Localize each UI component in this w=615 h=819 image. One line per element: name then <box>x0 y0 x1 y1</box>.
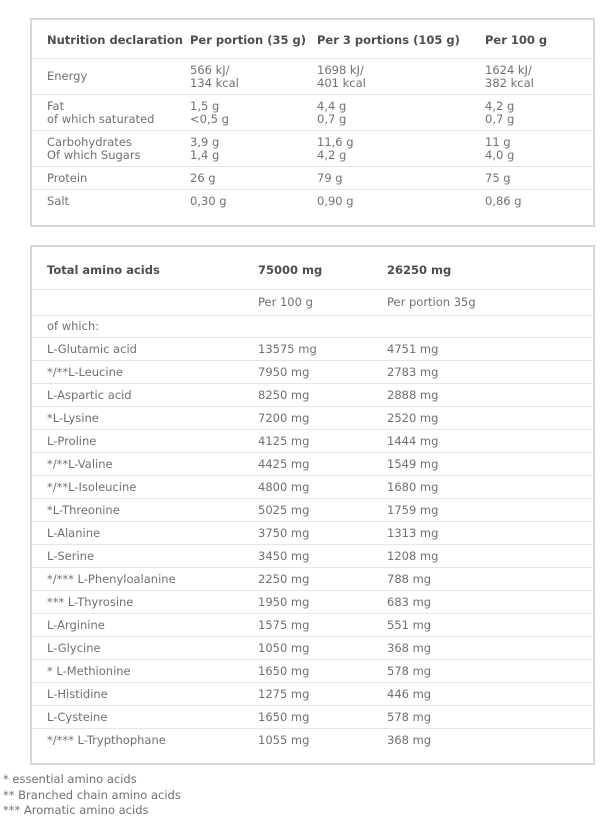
table-row-energy <box>32 59 593 95</box>
fat-per-portion <box>190 95 317 131</box>
amino-acid-row <box>32 637 593 660</box>
amino-acid-row <box>32 706 593 729</box>
row-label-protein: Protein <box>32 167 190 190</box>
amino-acid-row <box>32 407 593 430</box>
col-header-per-3-portions: Per 3 portions (105 g) <box>317 20 485 59</box>
energy-per-3-portions <box>317 59 485 95</box>
amino-acid-name: *L-Lysine <box>32 407 258 430</box>
footnote-aromatic: *** Aromatic amino acids <box>3 803 149 817</box>
salt-per-portion: 0,30 g <box>190 194 227 208</box>
amino-acid-per-portion: 578 mg <box>387 706 593 729</box>
row-label-energy <box>32 59 190 95</box>
amino-acid-name: * L-Methionine <box>32 660 258 683</box>
value-line: 11,6 g <box>317 135 354 149</box>
protein-per-3-portions: 79 g <box>317 167 485 190</box>
carbohydrates-per-portion <box>190 131 317 167</box>
amino-acid-name: */**L-Isoleucine <box>32 476 258 499</box>
amino-acid-name: L-Serine <box>32 545 258 568</box>
protein-per-portion: 26 g <box>190 167 317 190</box>
amino-acid-per-100g: 5025 mg <box>258 499 387 522</box>
protein-per-100g: 75 g <box>485 167 593 190</box>
amino-acid-row <box>32 683 593 706</box>
footnote-branched-chain: ** Branched chain amino acids <box>3 787 181 802</box>
amino-acid-name: L-Cysteine <box>32 706 258 729</box>
energy-per-portion <box>190 59 317 95</box>
value-line: 1624 kJ/ <box>485 63 532 77</box>
table-row-fat <box>32 95 593 131</box>
amino-acid-row <box>32 453 593 476</box>
table-row-carbohydrates <box>32 131 593 167</box>
amino-acid-row <box>32 430 593 453</box>
amino-acid-name: L-Glutamic acid <box>32 338 258 361</box>
amino-acid-row <box>32 338 593 361</box>
subheader-per-portion: Per portion 35g <box>387 290 593 316</box>
amino-acid-name: L-Arginine <box>32 614 258 637</box>
amino-total-row <box>32 247 593 290</box>
total-per-100g-value: 75000 mg <box>258 247 387 290</box>
amino-acid-row <box>32 660 593 683</box>
amino-acid-name: */*** L-Trypthophane <box>47 733 166 747</box>
amino-acid-per-portion: 446 mg <box>387 683 593 706</box>
nutrition-declaration-table <box>32 20 593 225</box>
row-label-salt: Salt <box>47 194 70 208</box>
amino-acid-per-100g: 4800 mg <box>258 476 387 499</box>
value-line: 4,4 g <box>317 99 347 113</box>
value-line: <0,5 g <box>190 111 229 126</box>
amino-acid-per-100g: 1050 mg <box>258 637 387 660</box>
value-line: 4,2 g <box>317 147 347 162</box>
of-which-row <box>32 316 593 338</box>
value-line: 4,0 g <box>485 147 515 162</box>
amino-acid-per-portion: 1549 mg <box>387 453 593 476</box>
amino-acid-name: L-Glycine <box>32 637 258 660</box>
amino-acid-per-portion: 1759 mg <box>387 499 593 522</box>
amino-acid-per-100g: 7200 mg <box>258 407 387 430</box>
amino-acids-rows <box>32 338 593 764</box>
value-line: 0,7 g <box>485 111 515 126</box>
label-line: Energy <box>47 69 88 84</box>
amino-acid-per-portion: 683 mg <box>387 591 593 614</box>
value-line: 11 g <box>485 135 511 149</box>
amino-acid-per-100g: 1650 mg <box>258 660 387 683</box>
amino-acid-row <box>32 568 593 591</box>
amino-acid-row <box>32 499 593 522</box>
carbohydrates-per-100g <box>485 131 593 167</box>
amino-acid-per-portion: 2783 mg <box>387 361 593 384</box>
amino-acid-row <box>32 545 593 568</box>
col-header-per-100g: Per 100 g <box>485 20 593 59</box>
amino-acid-row <box>32 361 593 384</box>
amino-acid-per-100g: 1275 mg <box>258 683 387 706</box>
amino-acid-row <box>32 729 593 764</box>
salt-per-3-portions: 0,90 g <box>317 194 354 208</box>
amino-acid-per-100g: 1055 mg <box>258 733 310 747</box>
subheader-empty-cell <box>32 290 258 316</box>
nutrition-declaration-panel <box>30 18 595 227</box>
table-row-protein <box>32 167 593 190</box>
amino-acid-per-100g: 1950 mg <box>258 591 387 614</box>
amino-acids-panel <box>30 245 595 765</box>
fat-per-3-portions <box>317 95 485 131</box>
amino-acid-row <box>32 384 593 407</box>
amino-acid-per-portion: 788 mg <box>387 568 593 591</box>
col-header-per-portion: Per portion (35 g) <box>190 20 317 59</box>
value-line: 0,7 g <box>317 111 347 126</box>
amino-acid-per-100g: 2250 mg <box>258 568 387 591</box>
table-row-salt <box>32 190 593 226</box>
amino-acid-row <box>32 476 593 499</box>
energy-per-100g <box>485 59 593 95</box>
amino-acid-per-100g: 8250 mg <box>258 384 387 407</box>
amino-acid-per-portion: 368 mg <box>387 733 432 747</box>
total-amino-acids-label: Total amino acids <box>32 247 258 290</box>
amino-acid-per-portion: 2520 mg <box>387 407 593 430</box>
of-which-label: of which: <box>32 316 593 338</box>
value-line: 566 kJ/ <box>190 63 230 77</box>
amino-acid-per-portion: 1444 mg <box>387 430 593 453</box>
row-label-carbohydrates <box>32 131 190 167</box>
amino-acid-per-portion: 551 mg <box>387 614 593 637</box>
col-header-nutrition-declaration: Nutrition declaration <box>32 20 190 59</box>
amino-acid-per-100g: 1650 mg <box>258 706 387 729</box>
footnotes <box>3 772 615 819</box>
amino-acid-name: */**L-Leucine <box>32 361 258 384</box>
value-line: 1,5 g <box>190 99 220 113</box>
amino-acid-per-100g: 4425 mg <box>258 453 387 476</box>
amino-acid-row <box>32 614 593 637</box>
amino-acids-table <box>32 247 593 763</box>
value-line: 1698 kJ/ <box>317 63 364 77</box>
fat-per-100g <box>485 95 593 131</box>
nutrition-header-row <box>32 20 593 59</box>
row-label-fat <box>32 95 190 131</box>
amino-acid-name: L-Proline <box>32 430 258 453</box>
value-line: 1,4 g <box>190 147 220 162</box>
amino-acid-per-100g: 3450 mg <box>258 545 387 568</box>
amino-acid-per-portion: 1313 mg <box>387 522 593 545</box>
amino-acid-per-100g: 1575 mg <box>258 614 387 637</box>
nutrition-facts-page <box>0 18 615 819</box>
label-line: of which saturated <box>47 111 155 126</box>
amino-acid-per-portion: 4751 mg <box>387 338 593 361</box>
value-line: 401 kcal <box>317 75 366 90</box>
amino-acid-name: *L-Threonine <box>32 499 258 522</box>
amino-acid-per-portion: 1208 mg <box>387 545 593 568</box>
amino-acid-per-portion: 368 mg <box>387 637 593 660</box>
value-line: 382 kcal <box>485 75 534 90</box>
label-line: Carbohydrates <box>47 135 132 149</box>
amino-acid-per-100g: 3750 mg <box>258 522 387 545</box>
amino-acid-per-100g: 13575 mg <box>258 338 387 361</box>
amino-acid-name: L-Aspartic acid <box>32 384 258 407</box>
amino-acid-row <box>32 591 593 614</box>
subheader-per-100g: Per 100 g <box>258 290 387 316</box>
value-line: 3,9 g <box>190 135 220 149</box>
amino-acid-per-portion: 2888 mg <box>387 384 593 407</box>
amino-acid-per-100g: 4125 mg <box>258 430 387 453</box>
label-line: Of which Sugars <box>47 147 141 162</box>
amino-acid-name: L-Histidine <box>32 683 258 706</box>
footnote-essential: * essential amino acids <box>3 772 137 786</box>
amino-subheader-row <box>32 290 593 316</box>
amino-acid-name: */*** L-Phenyloalanine <box>32 568 258 591</box>
amino-acid-per-portion: 1680 mg <box>387 476 593 499</box>
amino-acid-name: */**L-Valine <box>32 453 258 476</box>
carbohydrates-per-3-portions <box>317 131 485 167</box>
amino-acid-name: *** L-Thyrosine <box>32 591 258 614</box>
amino-acid-per-portion: 578 mg <box>387 660 593 683</box>
label-line: Fat <box>47 99 65 113</box>
amino-acid-name: L-Alanine <box>32 522 258 545</box>
value-line: 134 kcal <box>190 75 239 90</box>
total-per-portion-value: 26250 mg <box>387 247 593 290</box>
amino-acid-per-100g: 7950 mg <box>258 361 387 384</box>
value-line: 4,2 g <box>485 99 515 113</box>
salt-per-100g: 0,86 g <box>485 194 522 208</box>
amino-acid-row <box>32 522 593 545</box>
